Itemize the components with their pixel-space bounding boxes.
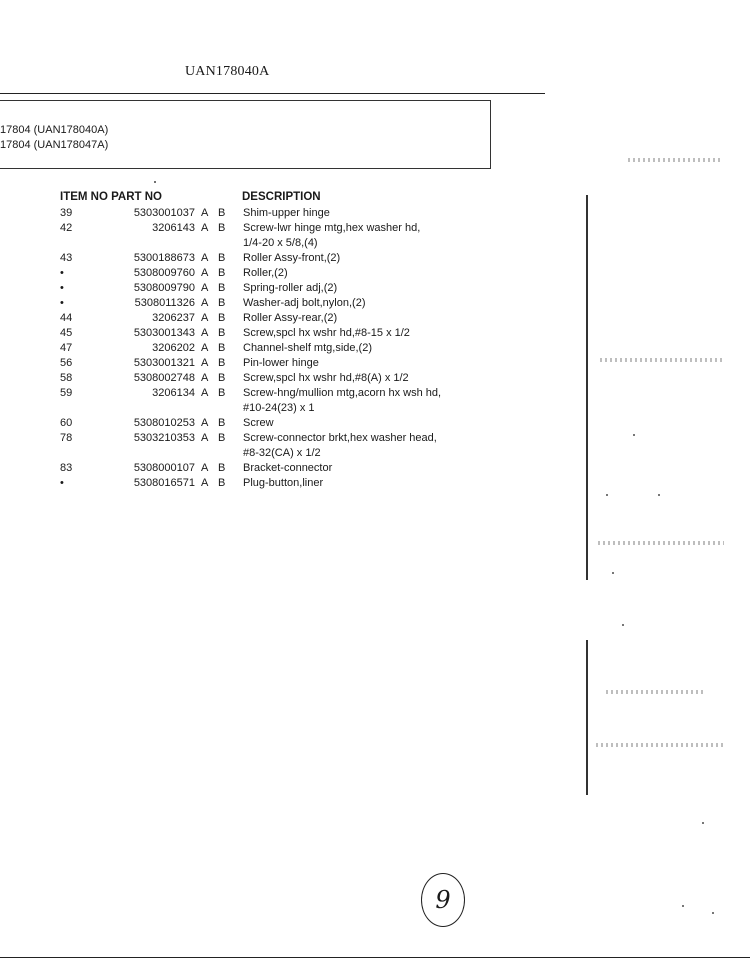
page-number-label: 9 bbox=[435, 886, 451, 914]
scan-bleed-smudge bbox=[606, 690, 706, 694]
model-b-flag: B bbox=[218, 357, 226, 369]
item-number: 43 bbox=[60, 252, 73, 264]
model-b-flag: B bbox=[218, 252, 226, 264]
model-a-flag: A bbox=[201, 372, 209, 384]
item-number: 60 bbox=[60, 417, 73, 429]
parts-row bbox=[0, 386, 560, 416]
parts-row bbox=[0, 356, 560, 371]
model-a-flag: A bbox=[201, 282, 209, 294]
parts-row bbox=[0, 251, 560, 266]
scan-bleed-dot bbox=[682, 905, 684, 907]
model-a-flag: A bbox=[201, 267, 209, 279]
model-b-flag: B bbox=[218, 282, 226, 294]
part-description: Roller Assy-front,(2) bbox=[243, 252, 341, 264]
part-number: 3206202 bbox=[152, 342, 195, 354]
parts-row bbox=[0, 461, 560, 476]
scan-bleed-dot bbox=[612, 572, 614, 574]
model-a-flag: A bbox=[201, 342, 209, 354]
part-description: Screw,spcl hx wshr hd,#8(A) x 1/2 bbox=[243, 372, 409, 384]
model-b-flag: B bbox=[218, 372, 226, 384]
header-description: DESCRIPTION bbox=[242, 191, 321, 203]
part-description: Screw-lwr hinge mtg,hex washer hd, bbox=[243, 222, 421, 234]
model-b-flag: B bbox=[218, 222, 226, 234]
part-description: Plug-button,liner bbox=[243, 477, 324, 489]
parts-row bbox=[0, 311, 560, 326]
bottom-divider bbox=[0, 957, 750, 958]
part-number: 5303001037 bbox=[133, 207, 195, 219]
scan-bleed-dot bbox=[712, 912, 714, 914]
document-title: UAN178040A bbox=[185, 64, 270, 79]
part-number: 5300188673 bbox=[133, 252, 195, 264]
model-b-flag: B bbox=[218, 342, 226, 354]
parts-row bbox=[0, 296, 560, 311]
item-number: 47 bbox=[60, 342, 73, 354]
item-number: • bbox=[60, 477, 64, 489]
parts-row bbox=[0, 281, 560, 296]
part-description: Shim-upper hinge bbox=[243, 207, 330, 219]
part-description: Pin-lower hinge bbox=[243, 357, 319, 369]
model-b-flag: B bbox=[218, 387, 226, 399]
parts-row bbox=[0, 341, 560, 356]
item-number: 78 bbox=[60, 432, 73, 444]
parts-row bbox=[0, 326, 560, 341]
scan-bleed-dot bbox=[606, 494, 608, 496]
item-number: 59 bbox=[60, 387, 73, 399]
part-number: 5308011326 bbox=[134, 297, 195, 309]
scan-bleed-smudge bbox=[628, 158, 723, 162]
item-number: 83 bbox=[60, 462, 73, 474]
model-a-flag: A bbox=[201, 357, 209, 369]
model-a-flag: A bbox=[201, 462, 209, 474]
part-number: 5303001321 bbox=[133, 357, 195, 369]
part-number: 5308016571 bbox=[133, 477, 195, 489]
scan-bleed-dot bbox=[622, 624, 624, 626]
item-number: 39 bbox=[60, 207, 73, 219]
part-description: Screw-connector brkt,hex washer head, bbox=[243, 432, 437, 444]
model-b-flag: B bbox=[218, 432, 226, 444]
scan-speck bbox=[154, 181, 156, 183]
part-number: 5308002748 bbox=[133, 372, 195, 384]
model-b-flag: B bbox=[218, 207, 226, 219]
part-number: 5308010253 bbox=[133, 417, 195, 429]
scan-bleed-smudge bbox=[596, 743, 724, 747]
model-b-flag: B bbox=[218, 327, 226, 339]
item-number: 45 bbox=[60, 327, 73, 339]
item-number: • bbox=[60, 282, 64, 294]
model-a-flag: A bbox=[201, 222, 209, 234]
scan-bleed-line bbox=[586, 195, 588, 580]
model-b-flag: B bbox=[218, 312, 226, 324]
header-item-part: ITEM NO PART NO bbox=[60, 191, 163, 203]
parts-row bbox=[0, 431, 560, 461]
model-a-flag: A bbox=[201, 297, 209, 309]
model-a-flag: A bbox=[201, 252, 209, 264]
model-line: 17804 (UAN178040A) bbox=[0, 124, 109, 136]
model-b-flag: B bbox=[218, 477, 226, 489]
scan-bleed-line bbox=[586, 640, 588, 795]
model-b-flag: B bbox=[218, 462, 226, 474]
model-a-flag: A bbox=[201, 387, 209, 399]
part-description: Spring-roller adj,(2) bbox=[243, 282, 338, 294]
part-number: 3206134 bbox=[152, 387, 195, 399]
parts-row bbox=[0, 476, 560, 491]
scan-bleed-dot bbox=[658, 494, 660, 496]
model-a-flag: A bbox=[201, 477, 209, 489]
part-number: 5308009760 bbox=[133, 267, 195, 279]
scan-bleed-smudge bbox=[600, 358, 725, 362]
model-b-flag: B bbox=[218, 267, 226, 279]
parts-row bbox=[0, 206, 560, 221]
scan-bleed-smudge bbox=[598, 541, 724, 545]
model-a-flag: A bbox=[201, 327, 209, 339]
parts-row bbox=[0, 266, 560, 281]
parts-row bbox=[0, 371, 560, 386]
part-number: 5308000107 bbox=[133, 462, 195, 474]
item-number: 56 bbox=[60, 357, 73, 369]
part-number: 5308009790 bbox=[133, 282, 195, 294]
model-a-flag: A bbox=[201, 432, 209, 444]
part-description: Screw,spcl hx wshr hd,#8-15 x 1/2 bbox=[243, 327, 410, 339]
part-description: Roller Assy-rear,(2) bbox=[243, 312, 338, 324]
part-description: Roller,(2) bbox=[243, 267, 288, 279]
model-b-flag: B bbox=[218, 417, 226, 429]
part-description: Washer-adj bolt,nylon,(2) bbox=[243, 297, 366, 309]
scan-bleed-dot bbox=[702, 822, 704, 824]
part-description: Channel-shelf mtg,side,(2) bbox=[243, 342, 373, 354]
parts-row bbox=[0, 221, 560, 251]
parts-list bbox=[0, 206, 560, 491]
part-description: Screw-hng/mullion mtg,acorn hx wsh hd, bbox=[243, 387, 442, 399]
top-divider bbox=[0, 93, 545, 94]
item-number: 42 bbox=[60, 222, 73, 234]
item-number: • bbox=[60, 297, 64, 309]
part-description: 1/4-20 x 5/8,(4) bbox=[243, 237, 318, 249]
model-b-flag: B bbox=[218, 297, 226, 309]
parts-row bbox=[0, 416, 560, 431]
item-number: 58 bbox=[60, 372, 73, 384]
part-description: Bracket-connector bbox=[243, 462, 333, 474]
scan-bleed-dot bbox=[633, 434, 635, 436]
part-description: #10-24(23) x 1 bbox=[243, 402, 315, 414]
part-number: 3206143 bbox=[152, 222, 195, 234]
item-number: 44 bbox=[60, 312, 73, 324]
item-number: • bbox=[60, 267, 64, 279]
part-description: #8-32(CA) x 1/2 bbox=[243, 447, 321, 459]
part-number: 3206237 bbox=[152, 312, 195, 324]
model-line: 17804 (UAN178047A) bbox=[0, 139, 109, 151]
page-number bbox=[421, 873, 465, 927]
model-a-flag: A bbox=[201, 312, 209, 324]
model-a-flag: A bbox=[201, 207, 209, 219]
part-description: Screw bbox=[243, 417, 274, 429]
model-a-flag: A bbox=[201, 417, 209, 429]
part-number: 5303210353 bbox=[133, 432, 195, 444]
part-number: 5303001343 bbox=[133, 327, 195, 339]
